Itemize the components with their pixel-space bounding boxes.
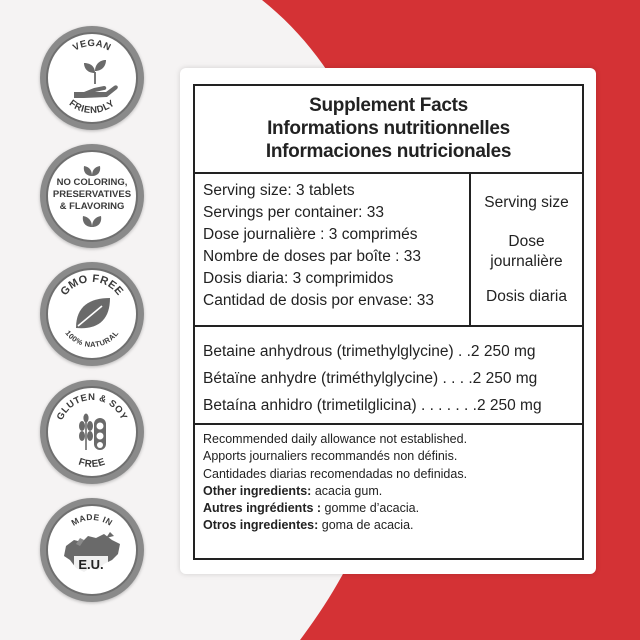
hand-sprout-icon xyxy=(74,60,118,98)
ingredient-line: Betaine anhydrous (trimethylglycine) . .2 250 mg xyxy=(203,343,536,360)
svg-text:GMO FREE xyxy=(58,273,125,298)
other-ingredients-fr: Autres ingrédients : gomme d’acacia. xyxy=(203,501,420,516)
serving-line: Servings per container: 33 xyxy=(203,204,384,221)
svg-text:MADE IN xyxy=(69,512,114,528)
facts-title-en: Supplement Facts xyxy=(309,95,468,116)
svg-text:FRIENDLY xyxy=(67,98,117,116)
serving-line: Dosis diaria: 3 comprimidos xyxy=(203,270,394,287)
made-in-label: MADE IN xyxy=(69,511,115,528)
serving-line: Dose journalière : 3 comprimés xyxy=(203,226,418,243)
facts-header xyxy=(195,86,582,174)
serving-column-header xyxy=(471,174,582,325)
leaves-icon xyxy=(72,163,112,177)
gluten-soy-label: GLUTEN & SOY xyxy=(54,391,130,423)
svg-text:GLUTEN & SOY xyxy=(55,392,130,422)
serving-section xyxy=(195,174,582,327)
gmo-free-label: GMO FREE xyxy=(58,272,126,299)
note-line: Recommended daily allowance not established. xyxy=(203,432,468,446)
other-ingredients-es: Otros ingredientes: goma de acacia. xyxy=(203,518,414,533)
note-line: Cantidades diarias recomendadas no definidas. xyxy=(203,466,468,481)
no-additives-text: NO COLORING, PRESERVATIVES & FLAVORING xyxy=(52,177,132,212)
leaves-bottom-icon xyxy=(72,213,112,229)
natural-label: 100% NATURAL xyxy=(63,328,121,350)
eu-label: E.U. xyxy=(78,557,104,572)
ingredients-section xyxy=(195,327,582,425)
ingredient-line: Bétaïne anhydre (triméthylglycine) . . . .2 250 mg xyxy=(203,370,538,387)
friendly-label: FRIENDLY xyxy=(66,97,118,117)
gluten-soy-free-badge xyxy=(40,380,144,484)
dosis-header: Dosis diaria xyxy=(486,288,567,305)
notes-section xyxy=(195,425,582,535)
other-ingredients-en: Other ingredients: acacia gum. xyxy=(203,483,383,498)
facts-title-fr: Informations nutritionnelles xyxy=(267,118,510,139)
no-additives-badge xyxy=(40,144,144,248)
svg-text:VEGAN xyxy=(71,38,113,54)
serving-line: Cantidad de dosis por envase: 33 xyxy=(203,292,434,309)
free-label: FREE xyxy=(77,456,107,471)
facts-title-es: Informaciones nutricionales xyxy=(265,141,512,162)
made-in-eu-badge xyxy=(40,498,144,602)
svg-text:100% NATURAL xyxy=(63,329,120,349)
svg-text:FREE xyxy=(77,457,107,471)
ingredient-line: Betaína anhidro (trimetilglicina) . . . . . . .2 250 mg xyxy=(203,397,542,414)
vegan-friendly-badge xyxy=(40,26,144,130)
grain-soy-icon xyxy=(79,414,106,451)
serving-line: Serving size: 3 tablets xyxy=(203,182,355,199)
note-line: Apports journaliers recommandés non définis. xyxy=(203,449,458,464)
serving-line: Nombre de doses par boîte : 33 xyxy=(203,248,421,265)
leaf-icon xyxy=(76,298,110,328)
vegan-label: VEGAN xyxy=(71,37,113,54)
serving-info xyxy=(195,174,471,325)
serving-size-header: Serving size xyxy=(484,194,569,211)
gmo-free-badge xyxy=(40,262,144,366)
dose-header: Dose journalière xyxy=(490,233,563,270)
supplement-facts-table xyxy=(193,84,584,560)
